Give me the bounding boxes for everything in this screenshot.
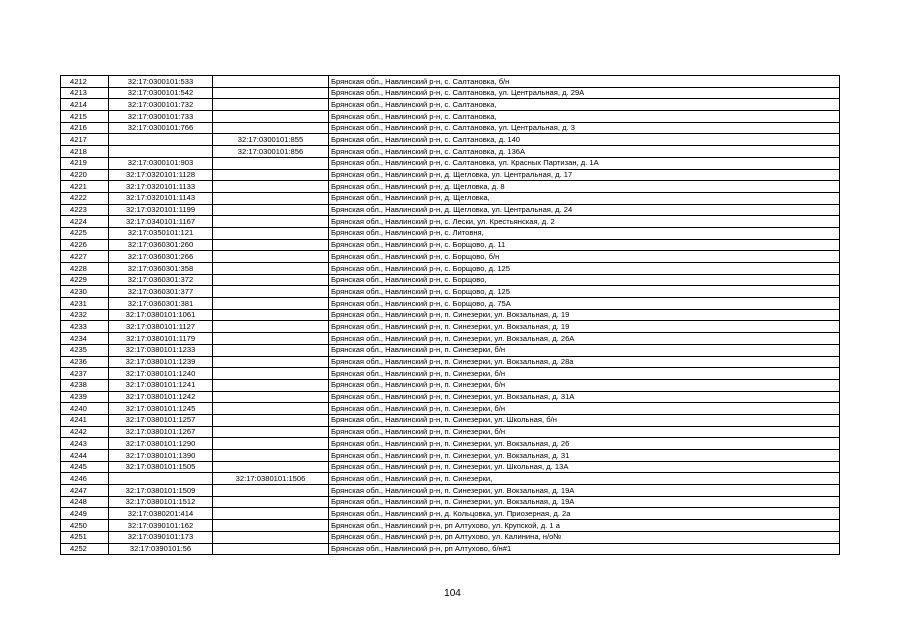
table-row	[61, 520, 840, 532]
row-number-cell: 4217	[61, 134, 109, 146]
table-row	[61, 227, 840, 239]
table-row	[61, 298, 840, 310]
page-number: 104	[444, 588, 461, 599]
row-number-cell: 4215	[61, 111, 109, 123]
cadastral-number-alt-cell	[213, 368, 329, 380]
row-number-cell: 4220	[61, 169, 109, 181]
address-cell: Брянская обл., Навлинский р-н, д. Кольцовка, ул. Приозерная, д. 2а	[329, 508, 840, 520]
table-row	[61, 321, 840, 333]
row-number-cell: 4213	[61, 87, 109, 99]
cadastral-number-cell: 32:17:0380101:1267	[109, 426, 213, 438]
table-row	[61, 111, 840, 123]
cadastral-number-alt-cell	[213, 356, 329, 368]
cadastral-number-cell: 32:17:0380101:1179	[109, 333, 213, 345]
address-cell: Брянская обл., Навлинский р-н, д. Щегловка,	[329, 192, 840, 204]
cadastral-number-cell: 32:17:0360301:381	[109, 298, 213, 310]
cadastral-number-alt-cell	[213, 379, 329, 391]
table-row	[61, 204, 840, 216]
cadastral-number-cell: 32:17:0380101:1257	[109, 414, 213, 426]
address-cell: Брянская обл., Навлинский р-н, с. Борщово, д. 125	[329, 286, 840, 298]
table-row	[61, 286, 840, 298]
address-cell: Брянская обл., Навлинский р-н, рп Алтухово, б/н#1	[329, 543, 840, 555]
cadastral-number-cell: 32:17:0300101:733	[109, 111, 213, 123]
row-number-cell: 4240	[61, 403, 109, 415]
table-row	[61, 344, 840, 356]
row-number-cell: 4214	[61, 99, 109, 111]
cadastral-number-cell: 32:17:0360301:358	[109, 263, 213, 275]
address-cell: Брянская обл., Навлинский р-н, п. Синезерки, ул. Вокзальная, д. 28а	[329, 356, 840, 368]
row-number-cell: 4241	[61, 414, 109, 426]
cadastral-number-alt-cell	[213, 333, 329, 345]
cadastral-number-cell: 32:17:0380201:414	[109, 508, 213, 520]
row-number-cell: 4226	[61, 239, 109, 251]
row-number-cell: 4250	[61, 520, 109, 532]
table-row	[61, 333, 840, 345]
cadastral-number-cell	[109, 473, 213, 485]
row-number-cell: 4234	[61, 333, 109, 345]
cadastral-number-alt-cell	[213, 508, 329, 520]
cadastral-number-alt-cell	[213, 181, 329, 193]
address-cell: Брянская обл., Навлинский р-н, п. Синезерки, ул. Вокзальная, д. 19	[329, 309, 840, 321]
cadastral-number-alt-cell	[213, 76, 329, 88]
cadastral-number-cell: 32:17:0380101:1509	[109, 485, 213, 497]
table-row	[61, 87, 840, 99]
row-number-cell: 4244	[61, 450, 109, 462]
cadastral-number-alt-cell	[213, 520, 329, 532]
address-cell: Брянская обл., Навлинский р-н, с. Салтановка, ул. Центральная, д. 29А	[329, 87, 840, 99]
cadastral-number-alt-cell	[213, 216, 329, 228]
row-number-cell: 4231	[61, 298, 109, 310]
cadastral-number-alt-cell	[213, 344, 329, 356]
cadastral-number-cell: 32:17:0380101:1512	[109, 496, 213, 508]
row-number-cell: 4219	[61, 157, 109, 169]
row-number-cell: 4247	[61, 485, 109, 497]
table-row	[61, 76, 840, 88]
cadastral-number-cell	[109, 146, 213, 158]
cadastral-number-cell: 32:17:0380101:1245	[109, 403, 213, 415]
cadastral-number-alt-cell	[213, 111, 329, 123]
row-number-cell: 4232	[61, 309, 109, 321]
table-row	[61, 461, 840, 473]
cadastral-number-alt-cell: 32:17:0380101:1506	[213, 473, 329, 485]
cadastral-number-alt-cell	[213, 274, 329, 286]
address-cell: Брянская обл., Навлинский р-н, с. Салтановка, ул. Центральная, д. 3	[329, 122, 840, 134]
cadastral-number-alt-cell	[213, 251, 329, 263]
row-number-cell: 4249	[61, 508, 109, 520]
address-cell: Брянская обл., Навлинский р-н, с. Борщово, б/н	[329, 251, 840, 263]
cadastral-number-alt-cell	[213, 298, 329, 310]
table-row	[61, 122, 840, 134]
row-number-cell: 4225	[61, 227, 109, 239]
table-row	[61, 169, 840, 181]
address-cell: Брянская обл., Навлинский р-н, п. Синезерки, б/н	[329, 368, 840, 380]
cadastral-number-cell: 32:17:0340101:1167	[109, 216, 213, 228]
cadastral-number-cell: 32:17:0380101:1233	[109, 344, 213, 356]
address-cell: Брянская обл., Навлинский р-н, д. Щегловка, д. 8	[329, 181, 840, 193]
cadastral-number-cell: 32:17:0320101:1199	[109, 204, 213, 216]
row-number-cell: 4238	[61, 379, 109, 391]
address-cell: Брянская обл., Навлинский р-н, с. Борщово, д. 125	[329, 263, 840, 275]
row-number-cell: 4245	[61, 461, 109, 473]
row-number-cell: 4212	[61, 76, 109, 88]
cadastral-number-alt-cell	[213, 122, 329, 134]
cadastral-number-cell: 32:17:0380101:1127	[109, 321, 213, 333]
table-row	[61, 403, 840, 415]
cadastral-number-cell	[109, 134, 213, 146]
cadastral-number-alt-cell	[213, 450, 329, 462]
table-row	[61, 134, 840, 146]
cadastral-number-alt-cell	[213, 403, 329, 415]
cadastral-number-alt-cell: 32:17:0300101:856	[213, 146, 329, 158]
address-cell: Брянская обл., Навлинский р-н, п. Синезерки, ул. Вокзальная, д. 31	[329, 450, 840, 462]
address-cell: Брянская обл., Навлинский р-н, п. Синезерки, ул. Вокзальная, д. 19	[329, 321, 840, 333]
cadastral-number-cell: 32:17:0380101:1239	[109, 356, 213, 368]
row-number-cell: 4246	[61, 473, 109, 485]
row-number-cell: 4224	[61, 216, 109, 228]
cadastral-number-cell: 32:17:0380101:1240	[109, 368, 213, 380]
table-row	[61, 485, 840, 497]
cadastral-number-cell: 32:17:0380101:1390	[109, 450, 213, 462]
address-cell: Брянская обл., Навлинский р-н, п. Синезерки, ул. Вокзальная, д. 26А	[329, 333, 840, 345]
cadastral-number-alt-cell	[213, 169, 329, 181]
cadastral-number-alt-cell	[213, 286, 329, 298]
cadastral-number-alt-cell	[213, 391, 329, 403]
table-row	[61, 239, 840, 251]
cadastral-number-cell: 32:17:0360301:260	[109, 239, 213, 251]
table-row	[61, 251, 840, 263]
row-number-cell: 4243	[61, 438, 109, 450]
table-row	[61, 473, 840, 485]
table-row	[61, 496, 840, 508]
address-cell: Брянская обл., Навлинский р-н, с. Борщово, д. 11	[329, 239, 840, 251]
table-row	[61, 379, 840, 391]
cadastral-table-body	[61, 76, 840, 555]
cadastral-number-cell: 32:17:0300101:732	[109, 99, 213, 111]
address-cell: Брянская обл., Навлинский р-н, с. Салтановка,	[329, 111, 840, 123]
cadastral-number-cell: 32:17:0380101:1505	[109, 461, 213, 473]
row-number-cell: 4252	[61, 543, 109, 555]
cadastral-number-cell: 32:17:0380101:1241	[109, 379, 213, 391]
table-row	[61, 157, 840, 169]
row-number-cell: 4223	[61, 204, 109, 216]
cadastral-number-alt-cell	[213, 309, 329, 321]
table-row	[61, 531, 840, 543]
address-cell: Брянская обл., Навлинский р-н, п. Синезерки, ул. Школьная, б/н	[329, 414, 840, 426]
table-row	[61, 508, 840, 520]
cadastral-number-cell: 32:17:0300101:533	[109, 76, 213, 88]
cadastral-number-cell: 32:17:0360301:266	[109, 251, 213, 263]
cadastral-number-alt-cell	[213, 99, 329, 111]
cadastral-number-alt-cell	[213, 157, 329, 169]
cadastral-number-alt-cell	[213, 496, 329, 508]
table-row	[61, 309, 840, 321]
cadastral-number-alt-cell	[213, 485, 329, 497]
cadastral-table	[60, 75, 840, 555]
row-number-cell: 4229	[61, 274, 109, 286]
table-row	[61, 99, 840, 111]
cadastral-number-alt-cell	[213, 414, 329, 426]
address-cell: Брянская обл., Навлинский р-н, п. Синезерки,	[329, 473, 840, 485]
address-cell: Брянская обл., Навлинский р-н, д. Щегловка, ул. Центральная, д. 17	[329, 169, 840, 181]
cadastral-number-cell: 32:17:0390101:56	[109, 543, 213, 555]
row-number-cell: 4221	[61, 181, 109, 193]
row-number-cell: 4216	[61, 122, 109, 134]
table-row	[61, 146, 840, 158]
address-cell: Брянская обл., Навлинский р-н, рп Алтухово, ул. Крупской, д. 1 а	[329, 520, 840, 532]
table-row	[61, 263, 840, 275]
cadastral-number-alt-cell	[213, 239, 329, 251]
address-cell: Брянская обл., Навлинский р-н, с. Салтановка, б/н	[329, 76, 840, 88]
row-number-cell: 4248	[61, 496, 109, 508]
address-cell: Брянская обл., Навлинский р-н, с. Салтановка,	[329, 99, 840, 111]
address-cell: Брянская обл., Навлинский р-н, д. Щегловка, ул. Центральная, д. 24	[329, 204, 840, 216]
cadastral-number-cell: 32:17:0380101:1290	[109, 438, 213, 450]
cadastral-number-cell: 32:17:0300101:542	[109, 87, 213, 99]
cadastral-number-alt-cell	[213, 227, 329, 239]
table-row	[61, 274, 840, 286]
table-row	[61, 450, 840, 462]
address-cell: Брянская обл., Навлинский р-н, п. Синезерки, б/н	[329, 426, 840, 438]
table-row	[61, 192, 840, 204]
cadastral-number-alt-cell	[213, 321, 329, 333]
table-row	[61, 391, 840, 403]
cadastral-number-alt-cell	[213, 438, 329, 450]
address-cell: Брянская обл., Навлинский р-н, с. Лески, ул. Крестьянская, д. 2	[329, 216, 840, 228]
table-row	[61, 426, 840, 438]
address-cell: Брянская обл., Навлинский р-н, п. Синезерки, ул. Школьная, д. 13А	[329, 461, 840, 473]
cadastral-number-alt-cell	[213, 263, 329, 275]
table-row	[61, 543, 840, 555]
address-cell: Брянская обл., Навлинский р-н, с. Литовня,	[329, 227, 840, 239]
address-cell: Брянская обл., Навлинский р-н, п. Синезерки, б/н	[329, 379, 840, 391]
row-number-cell: 4230	[61, 286, 109, 298]
cadastral-number-cell: 32:17:0320101:1128	[109, 169, 213, 181]
table-row	[61, 414, 840, 426]
row-number-cell: 4239	[61, 391, 109, 403]
cadastral-number-cell: 32:17:0380101:1061	[109, 309, 213, 321]
row-number-cell: 4242	[61, 426, 109, 438]
cadastral-number-alt-cell	[213, 461, 329, 473]
row-number-cell: 4237	[61, 368, 109, 380]
cadastral-number-alt-cell	[213, 543, 329, 555]
row-number-cell: 4251	[61, 531, 109, 543]
address-cell: Брянская обл., Навлинский р-н, п. Синезерки, б/н	[329, 403, 840, 415]
row-number-cell: 4235	[61, 344, 109, 356]
address-cell: Брянская обл., Навлинский р-н, рп Алтухово, ул. Калинина, н/о№	[329, 531, 840, 543]
table-row	[61, 356, 840, 368]
address-cell: Брянская обл., Навлинский р-н, с. Салтановка, д. 140	[329, 134, 840, 146]
row-number-cell: 4227	[61, 251, 109, 263]
address-cell: Брянская обл., Навлинский р-н, с. Борщово,	[329, 274, 840, 286]
row-number-cell: 4222	[61, 192, 109, 204]
cadastral-number-cell: 32:17:0390101:162	[109, 520, 213, 532]
table-row	[61, 368, 840, 380]
address-cell: Брянская обл., Навлинский р-н, п. Синезерки, б/н	[329, 344, 840, 356]
table-row	[61, 438, 840, 450]
cadastral-number-alt-cell	[213, 87, 329, 99]
cadastral-number-alt-cell: 32:17:0300101:855	[213, 134, 329, 146]
cadastral-number-cell: 32:17:0390101:173	[109, 531, 213, 543]
cadastral-number-cell: 32:17:0300101:903	[109, 157, 213, 169]
row-number-cell: 4236	[61, 356, 109, 368]
cadastral-number-cell: 32:17:0380101:1242	[109, 391, 213, 403]
address-cell: Брянская обл., Навлинский р-н, с. Борщово, д. 75А	[329, 298, 840, 310]
cadastral-number-cell: 32:17:0320101:1143	[109, 192, 213, 204]
cadastral-number-cell: 32:17:0350101:121	[109, 227, 213, 239]
address-cell: Брянская обл., Навлинский р-н, с. Салтановка, ул. Красных Партизан, д. 1А	[329, 157, 840, 169]
cadastral-number-cell: 32:17:0360301:377	[109, 286, 213, 298]
cadastral-number-cell: 32:17:0300101:766	[109, 122, 213, 134]
address-cell: Брянская обл., Навлинский р-н, п. Синезерки, ул. Вокзальная, д. 26	[329, 438, 840, 450]
cadastral-number-cell: 32:17:0320101:1133	[109, 181, 213, 193]
table-row	[61, 216, 840, 228]
cadastral-number-alt-cell	[213, 531, 329, 543]
address-cell: Брянская обл., Навлинский р-н, п. Синезерки, ул. Вокзальная, д. 19А	[329, 485, 840, 497]
row-number-cell: 4233	[61, 321, 109, 333]
cadastral-number-alt-cell	[213, 204, 329, 216]
table-row	[61, 181, 840, 193]
address-cell: Брянская обл., Навлинский р-н, с. Салтановка, д. 136А	[329, 146, 840, 158]
cadastral-number-alt-cell	[213, 192, 329, 204]
cadastral-number-cell: 32:17:0360301:372	[109, 274, 213, 286]
row-number-cell: 4218	[61, 146, 109, 158]
address-cell: Брянская обл., Навлинский р-н, п. Синезерки, ул. Вокзальная, д. 31А	[329, 391, 840, 403]
address-cell: Брянская обл., Навлинский р-н, п. Синезерки, ул. Вокзальная, д. 19А	[329, 496, 840, 508]
cadastral-number-alt-cell	[213, 426, 329, 438]
row-number-cell: 4228	[61, 263, 109, 275]
